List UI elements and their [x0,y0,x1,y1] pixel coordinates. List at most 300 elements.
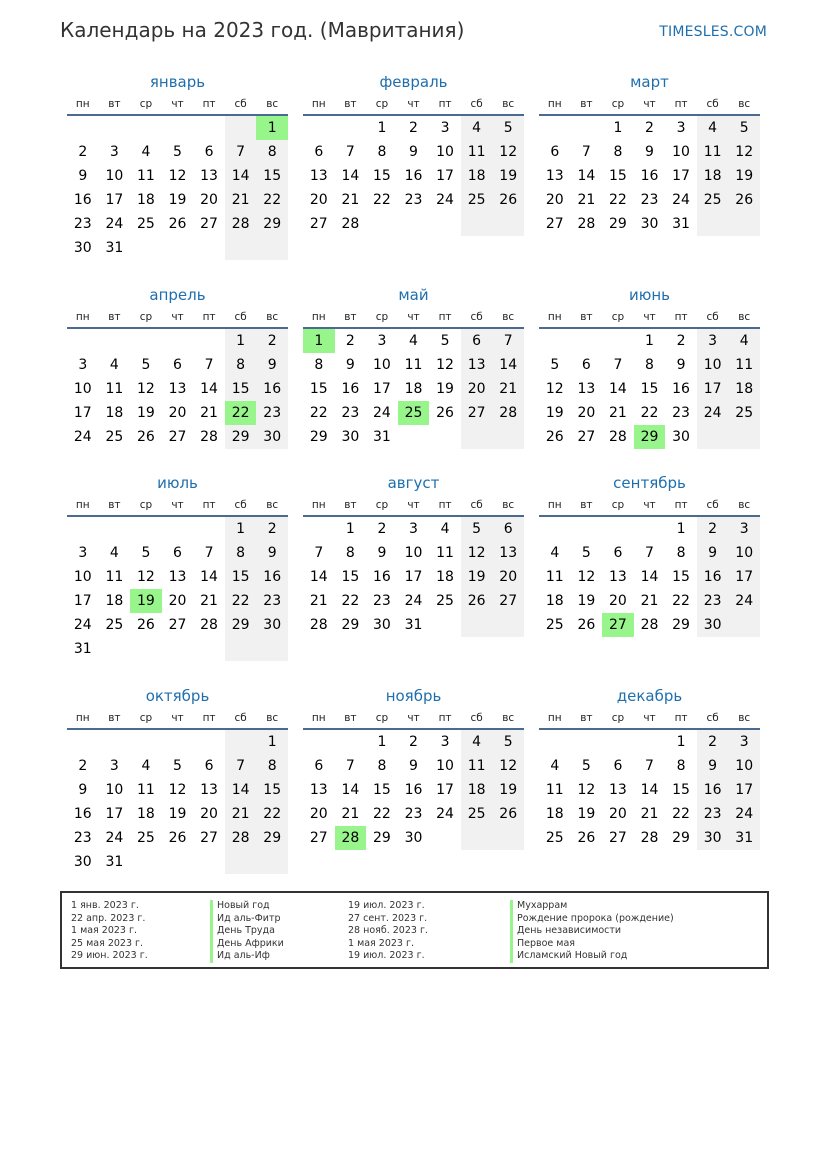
empty-day-cell [303,116,335,140]
day-cell: 31 [373,429,391,445]
day-cell: 11 [545,782,564,798]
day-cell: 29 [225,613,257,637]
day-cell: 15 [373,168,391,184]
legend-right-dates [348,900,428,963]
day-cell: 6 [550,144,560,160]
day-cell: 6 [613,545,623,561]
weekday-label: чт [171,499,184,511]
day-cell: 18 [137,806,155,822]
day-cell: 21 [640,806,659,822]
day-cell: 1 [676,734,686,750]
weekday-header [303,94,524,116]
day-cell: 21 [200,593,218,609]
day-cell: 18 [545,806,564,822]
weekday-label: пн [75,311,90,323]
day-cell: 19 [577,806,596,822]
empty-day-cell [571,517,603,541]
weekday-label: ср [611,712,625,724]
day-cell: 29 [609,216,627,232]
empty-day-cell [130,850,162,874]
empty-day-cell [130,637,162,661]
day-cell: 5 [461,517,493,541]
holiday-day-cell: 19 [130,589,162,613]
month-name: март [630,73,669,91]
weekday-label: ср [375,98,389,110]
day-cell: 4 [728,329,760,353]
weekday-label: ср [375,499,389,511]
day-cell: 7 [225,140,257,164]
weekday-label: чт [407,499,420,511]
weekday-label: сб [234,98,247,110]
day-cell: 21 [225,802,257,826]
day-cell: 7 [204,545,214,561]
day-cell: 20 [309,192,328,208]
month-name: январь [149,73,206,91]
empty-day-cell [162,236,194,260]
legend-date: 19 июл. 2023 г. [348,950,425,962]
empty-day-cell [67,517,99,541]
empty-day-cell [602,329,634,353]
day-cell: 13 [577,381,596,397]
weekday-label: ср [139,311,153,323]
empty-day-cell [256,236,288,260]
empty-day-cell [539,116,571,140]
empty-day-cell [99,517,131,541]
day-grid [539,116,760,236]
day-grid [303,116,524,236]
weekday-header [539,495,760,517]
day-cell: 9 [78,168,88,184]
day-cell: 28 [309,617,328,633]
day-cell: 29 [341,617,360,633]
day-cell: 22 [256,188,288,212]
day-cell: 20 [461,377,493,401]
day-cell: 17 [73,405,92,421]
weekday-label: пн [311,98,326,110]
day-cell: 9 [645,144,654,160]
weekday-label: вт [344,712,357,724]
legend-holiday-name: Первое мая [510,938,674,951]
weekday-label: вт [580,98,593,110]
legend-date: 25 мая 2023 г. [71,937,144,949]
day-cell: 7 [225,754,257,778]
weekday-label: ср [139,712,153,724]
day-cell: 27 [577,429,596,445]
day-cell: 16 [672,381,690,397]
month-block [303,70,524,236]
day-cell: 7 [613,357,623,373]
day-cell: 5 [141,357,151,373]
day-cell: 16 [697,565,729,589]
day-cell: 12 [492,754,524,778]
legend-holiday-name: Мухаррам [510,900,674,913]
month-name: август [387,474,440,492]
day-cell: 25 [137,216,155,232]
day-cell: 20 [200,192,218,208]
day-cell: 28 [492,401,524,425]
day-cell: 23 [404,806,423,822]
day-cell: 6 [461,329,493,353]
day-cell: 18 [697,164,729,188]
empty-day-cell [571,730,603,754]
day-cell: 25 [105,617,124,633]
empty-day-cell [697,425,729,449]
weekday-label: пн [311,712,326,724]
empty-day-cell [225,850,257,874]
day-cell: 2 [256,329,288,353]
day-cell: 9 [409,144,418,160]
weekday-label: чт [407,712,420,724]
empty-day-cell [335,116,367,140]
day-cell: 22 [672,806,690,822]
weekday-label: пт [674,712,688,724]
empty-day-cell [335,730,367,754]
day-cell: 26 [545,429,564,445]
legend-left-dates [71,900,148,963]
day-cell: 17 [73,593,92,609]
day-cell: 6 [314,144,324,160]
month-block [67,684,288,874]
day-cell: 8 [676,758,686,774]
day-cell: 10 [697,353,729,377]
day-cell: 10 [105,168,124,184]
day-cell: 8 [314,357,324,373]
weekday-label: сб [706,712,719,724]
site-link[interactable]: TIMESLES.COM [659,24,767,40]
empty-day-cell [429,613,461,637]
day-cell: 24 [105,216,124,232]
day-cell: 11 [461,754,493,778]
day-cell: 30 [373,617,391,633]
empty-day-cell [130,116,162,140]
day-cell: 3 [78,545,88,561]
weekday-label: пн [547,712,562,724]
empty-day-cell [193,730,225,754]
empty-day-cell [461,212,493,236]
legend-holiday-name: Новый год [210,900,284,913]
legend-holiday-name: День независимости [510,925,674,938]
day-cell: 15 [225,565,257,589]
weekday-label: ср [139,98,153,110]
day-cell: 5 [492,730,524,754]
day-cell: 22 [672,593,690,609]
day-cell: 26 [492,802,524,826]
day-cell: 4 [461,116,493,140]
day-cell: 19 [492,164,524,188]
day-cell: 15 [225,377,257,401]
weekday-label: вт [580,499,593,511]
day-grid [303,329,524,449]
day-cell: 5 [550,357,560,373]
day-cell: 9 [409,758,418,774]
day-cell: 11 [436,545,454,561]
day-cell: 20 [609,593,627,609]
weekday-label: вт [108,499,121,511]
empty-day-cell [398,425,430,449]
day-cell: 2 [697,730,729,754]
day-cell: 13 [200,782,218,798]
day-cell: 12 [168,782,187,798]
day-cell: 6 [173,545,182,561]
empty-day-cell [728,425,760,449]
day-cell: 26 [137,617,155,633]
day-cell: 4 [409,333,418,349]
day-cell: 5 [173,758,182,774]
day-cell: 18 [137,192,155,208]
weekday-label: вс [502,98,515,110]
day-cell: 9 [697,541,729,565]
day-cell: 4 [109,545,119,561]
day-cell: 16 [697,778,729,802]
month-block [539,283,760,449]
day-cell: 23 [697,802,729,826]
day-cell: 13 [168,381,187,397]
day-cell: 7 [204,357,214,373]
legend-holiday-name: Исламский Новый год [510,950,674,963]
day-cell: 21 [309,593,328,609]
day-cell: 15 [256,164,288,188]
day-cell: 7 [492,329,524,353]
day-cell: 2 [697,517,729,541]
weekday-label: сб [234,712,247,724]
empty-day-cell [697,212,729,236]
empty-day-cell [303,517,335,541]
day-cell: 21 [341,806,360,822]
day-cell: 17 [728,565,760,589]
day-cell: 13 [309,782,328,798]
day-cell: 4 [109,357,119,373]
month-block [539,684,760,850]
day-cell: 24 [436,806,454,822]
day-cell: 26 [436,405,454,421]
weekday-label: вс [738,712,751,724]
day-cell: 31 [73,641,92,657]
day-cell: 15 [373,782,391,798]
day-cell: 22 [640,405,659,421]
weekday-label: ср [611,98,625,110]
day-cell: 2 [345,333,355,349]
day-cell: 3 [409,521,418,537]
day-cell: 22 [609,192,627,208]
month-name: июнь [628,286,671,304]
weekday-label: пт [438,311,452,323]
day-cell: 5 [440,333,450,349]
legend-date: 1 янв. 2023 г. [71,900,139,911]
weekday-label: вс [502,311,515,323]
day-cell: 20 [577,405,596,421]
day-cell: 8 [345,545,355,561]
weekday-header [67,307,288,329]
page-title: Календарь на 2023 год. (Мавритания) [60,18,465,42]
day-cell: 28 [200,429,218,445]
day-grid [539,329,760,449]
day-cell: 19 [168,806,187,822]
empty-day-cell [398,212,430,236]
holiday-day-cell: 29 [634,425,666,449]
day-cell: 5 [173,144,182,160]
day-cell: 24 [373,405,391,421]
day-cell: 25 [697,188,729,212]
day-cell: 13 [200,168,218,184]
empty-day-cell [130,236,162,260]
day-cell: 16 [404,782,423,798]
empty-day-cell [602,730,634,754]
day-cell: 3 [440,734,450,750]
day-cell: 15 [672,782,690,798]
day-cell: 27 [200,830,218,846]
day-cell: 29 [309,429,328,445]
weekday-label: ср [375,712,389,724]
day-cell: 19 [168,192,187,208]
weekday-label: пт [202,712,216,724]
weekday-label: чт [407,98,420,110]
weekday-label: ср [375,311,389,323]
empty-day-cell [492,613,524,637]
day-cell: 13 [309,168,328,184]
weekday-label: чт [643,712,656,724]
day-cell: 3 [109,758,119,774]
day-cell: 3 [728,730,760,754]
day-cell: 14 [609,381,627,397]
day-cell: 22 [256,802,288,826]
day-cell: 25 [728,401,760,425]
month-block [303,283,524,449]
day-cell: 8 [645,357,654,373]
weekday-label: пт [674,311,688,323]
day-cell: 8 [377,758,387,774]
day-cell: 22 [373,192,391,208]
day-cell: 3 [676,120,686,136]
empty-day-cell [256,637,288,661]
weekday-label: вс [502,712,515,724]
weekday-label: вт [108,311,121,323]
day-cell: 27 [168,617,187,633]
day-cell: 28 [640,830,659,846]
empty-day-cell [461,826,493,850]
empty-day-cell [99,329,131,353]
empty-day-cell [67,116,99,140]
weekday-label: ср [611,311,625,323]
day-cell: 10 [73,381,92,397]
day-cell: 1 [225,329,257,353]
day-cell: 21 [225,188,257,212]
weekday-label: сб [234,311,247,323]
day-cell: 8 [676,545,686,561]
day-cell: 15 [640,381,659,397]
day-cell: 25 [137,830,155,846]
weekday-label: ср [139,499,153,511]
holiday-day-cell: 22 [225,401,257,425]
day-cell: 25 [545,830,564,846]
day-cell: 19 [436,381,454,397]
day-cell: 30 [73,854,92,870]
day-cell: 1 [377,734,387,750]
day-cell: 23 [373,593,391,609]
weekday-label: пн [547,499,562,511]
day-cell: 17 [105,806,124,822]
day-cell: 27 [309,830,328,846]
day-cell: 19 [728,164,760,188]
day-cell: 30 [256,613,288,637]
empty-day-cell [99,730,131,754]
empty-day-cell [193,329,225,353]
day-cell: 24 [404,593,423,609]
weekday-label: пн [311,499,326,511]
day-cell: 4 [141,144,151,160]
weekday-label: вс [738,499,751,511]
day-cell: 13 [168,569,187,585]
day-cell: 24 [697,401,729,425]
empty-day-cell [130,517,162,541]
legend-holiday-name: Ид аль-Иф [210,950,284,963]
day-cell: 21 [200,405,218,421]
empty-day-cell [162,850,194,874]
weekday-label: вс [266,311,279,323]
day-cell: 16 [404,168,423,184]
day-cell: 12 [137,569,155,585]
empty-day-cell [256,850,288,874]
day-cell: 16 [256,377,288,401]
month-name: сентябрь [613,474,686,492]
month-block [539,70,760,236]
day-cell: 27 [168,429,187,445]
day-cell: 2 [409,120,418,136]
month-name: июль [157,474,198,492]
day-cell: 30 [256,425,288,449]
weekday-header [67,495,288,517]
day-cell: 25 [461,802,493,826]
holiday-day-cell: 28 [335,826,367,850]
weekday-label: вт [108,98,121,110]
day-cell: 6 [492,517,524,541]
day-cell: 20 [492,565,524,589]
day-cell: 10 [404,545,423,561]
weekday-label: чт [643,499,656,511]
day-cell: 20 [168,593,187,609]
day-cell: 18 [404,381,423,397]
day-cell: 12 [728,140,760,164]
empty-day-cell [162,329,194,353]
day-cell: 31 [728,826,760,850]
empty-day-cell [539,329,571,353]
day-cell: 20 [545,192,564,208]
empty-day-cell [225,730,257,754]
day-cell: 14 [341,168,360,184]
day-cell: 22 [309,405,328,421]
day-cell: 28 [577,216,596,232]
day-grid [303,730,524,850]
weekday-label: пт [674,98,688,110]
day-grid [303,517,524,637]
day-cell: 8 [377,144,387,160]
day-cell: 23 [404,192,423,208]
empty-day-cell [461,613,493,637]
empty-day-cell [225,116,257,140]
weekday-label: пн [75,712,90,724]
empty-day-cell [193,236,225,260]
day-cell: 31 [105,240,124,256]
day-cell: 6 [204,144,214,160]
empty-day-cell [366,212,398,236]
month-name: октябрь [145,687,210,705]
day-cell: 11 [137,168,155,184]
day-cell: 13 [609,569,627,585]
day-cell: 12 [168,168,187,184]
empty-day-cell [728,212,760,236]
weekday-label: пн [547,311,562,323]
day-cell: 25 [461,188,493,212]
day-cell: 6 [613,758,623,774]
